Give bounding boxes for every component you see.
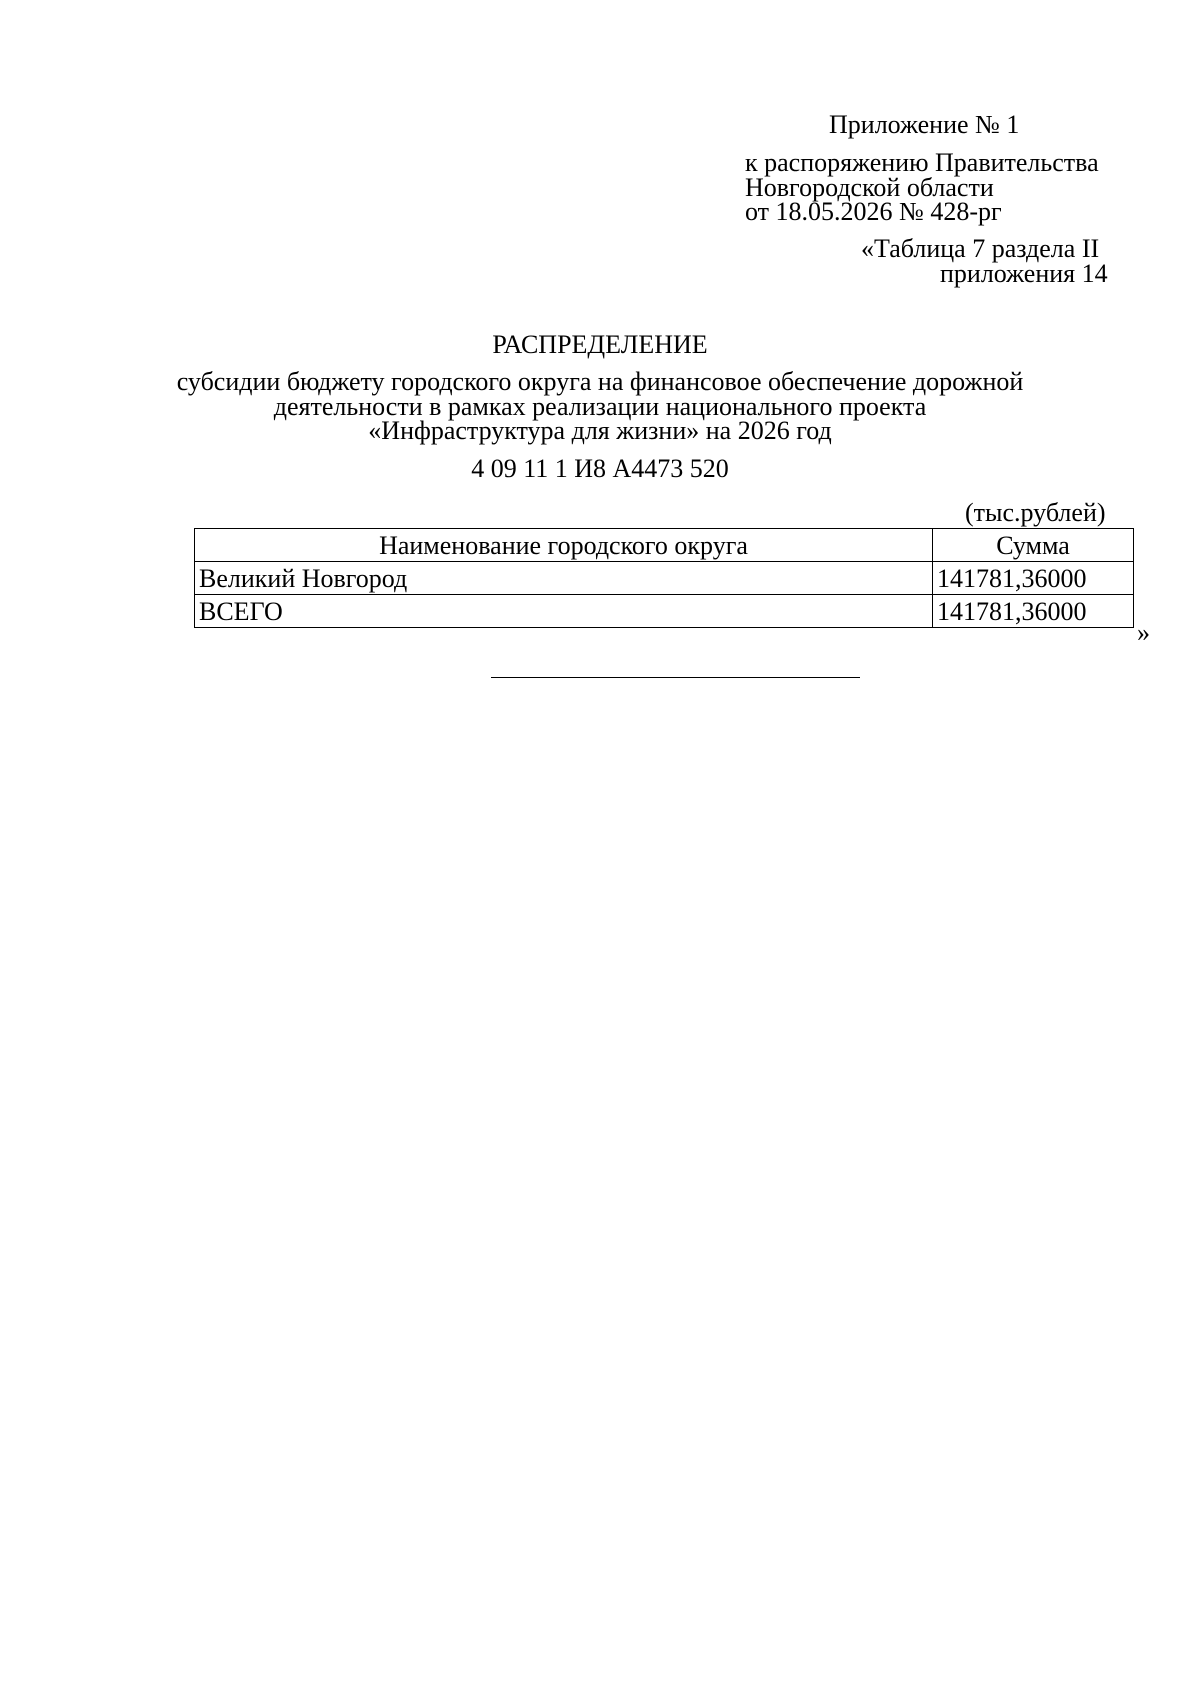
- subtitle-line-2: деятельности в рамках реализации национального проекта: [273, 392, 927, 421]
- table-row: [195, 562, 1134, 595]
- appendix-number: Приложение № 1: [829, 110, 1020, 139]
- column-header-district-name: Наименование городского округа: [195, 529, 933, 562]
- region-name: Новгородской области: [745, 173, 994, 202]
- document-title: РАСПРЕДЕЛЕНИЕ: [492, 330, 708, 359]
- table-header-row: [195, 529, 1134, 562]
- closing-quote: »: [1137, 618, 1150, 647]
- table-reference-line-2: приложения 14: [940, 259, 1108, 288]
- unit-label: (тыс.рублей): [965, 498, 1106, 527]
- budget-classification-code: 4 09 11 1 И8 А4473 520: [471, 454, 729, 483]
- subsidy-distribution-table: [194, 528, 1134, 628]
- table-row-total: [195, 595, 1134, 628]
- table-cell-sum: 141781,36000: [933, 562, 1134, 595]
- column-header-sum: Сумма: [933, 529, 1134, 562]
- table-cell-total-label: ВСЕГО: [195, 595, 933, 628]
- subtitle-line-3: «Инфраструктура для жизни» на 2026 год: [368, 416, 832, 445]
- order-date: от 18.05.2026 № 428-рг: [745, 197, 1002, 226]
- table-cell-total-sum: 141781,36000: [933, 595, 1134, 628]
- end-of-document-rule: [491, 677, 860, 678]
- subtitle-line-1: субсидии бюджету городского округа на финансовое обеспечение дорожной: [176, 367, 1024, 396]
- table-cell-district-name: Великий Новгород: [195, 562, 933, 595]
- table-reference-line-1: «Таблица 7 раздела II: [861, 234, 1100, 263]
- order-reference: к распоряжению Правительства: [745, 148, 1099, 177]
